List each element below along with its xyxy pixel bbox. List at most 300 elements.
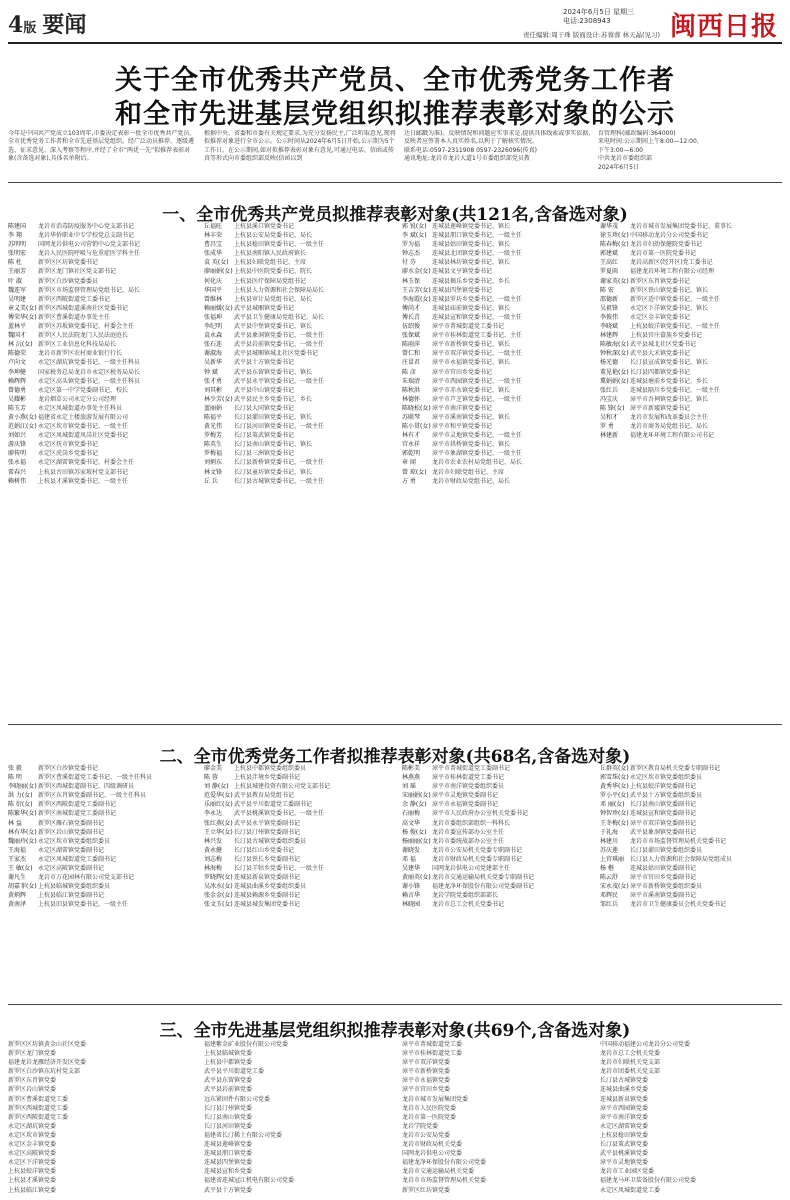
nominee-name: 邓 丽(女) — [600, 801, 625, 809]
organization-entry: 新罗区岩山镇党委 — [8, 1086, 57, 1094]
nominee-entry — [8, 431, 196, 440]
nominee-position: 新罗区教育局机关党委专职副书记 — [630, 765, 721, 772]
nominee-name: 谢华茂 — [600, 223, 619, 230]
nominee-entry — [402, 358, 592, 367]
nominee-name: 杨丽丽(女) — [402, 837, 431, 845]
nominee-name: 廖传明 — [8, 450, 27, 458]
nominee-name: 范爱华(女) — [204, 792, 233, 800]
nominee-entry — [8, 873, 196, 882]
nominee-position: 漳平市双洋镇党委书记、一级主任 — [432, 350, 523, 358]
nominee-entry — [600, 249, 782, 258]
nominee-name: 黄秀华(女) — [600, 783, 629, 791]
nominee-position: 漳平市官田乡党委副书记 — [630, 874, 697, 882]
organization-entry: 漳平市桂林街道党工委 — [402, 1050, 463, 1058]
nominee-name: 洪 力(女) — [8, 792, 33, 800]
organization-entry: 新罗区西城街道党工委 — [8, 1104, 69, 1112]
nominee-entry — [8, 791, 196, 800]
organization-entry: 上杭县临城镇党委 — [204, 1050, 253, 1058]
nominee-position: 永定区坎市镇党委书记、一级主任 — [38, 423, 129, 431]
nominee-entry — [600, 267, 782, 276]
nominee-name: 陈云舒 — [600, 874, 619, 882]
organization-entry: 长汀县策武镇党委 — [600, 1141, 649, 1149]
organization-entry: 连城县四堡镇党委 — [204, 1159, 253, 1167]
nominee-position: 国网龙岩供电公司营销中心党支部书记 — [38, 241, 141, 249]
nominee-position: 永定区高陂镇党委副书记 — [38, 865, 105, 873]
intro-col-2: 根据中央、省委和市委有关规定要求,为充分发扬民主,广泛听取意见,现将拟推荐对象进行全市公示。公示时间从2024年6月5日开始,公示期为5个工作日。在公示期间,如对拟推荐表彰对象有意见,可通过电话、信函或传真等形式向市委组织部反映(信函以到 — [204, 130, 396, 163]
nominee-name: 王 敏(女) — [8, 865, 33, 873]
nominee-position: 龙岩市商务局党组书记、局长 — [630, 423, 709, 431]
nominee-position: 上杭县公安局党委书记、局长 — [234, 232, 313, 240]
nominee-name: 冯宝庆 — [600, 395, 619, 403]
organization-entry: 福建省长汀稀土有限公司党委 — [204, 1131, 283, 1139]
nominee-position: 上杭县医疗保障局党组书记 — [234, 277, 307, 285]
organization-entry: 龙岩市财政局机关党委 — [402, 1141, 463, 1149]
nominee-position: 武平县永平镇党委副书记 — [234, 819, 301, 827]
organization-entry: 新罗区区坊镇黄金山社区党委 — [8, 1041, 87, 1048]
nominee-position: 长汀县古城镇党委书记、一级主任 — [234, 477, 325, 485]
nominee-position: 武平县卫生健康局党组书记、局长 — [234, 313, 325, 321]
nominee-position: 新罗区铁山镇党委书记、镇长 — [630, 286, 709, 294]
nominee-position: 武平县象洞镇党委书记、一级主任 — [234, 332, 325, 340]
nominee-entry — [600, 819, 782, 828]
nominee-position: 新罗区曹溪街道办事处主任 — [38, 313, 111, 321]
nominee-name: 陈春梅(女) — [600, 241, 629, 249]
nominee-name: 郭乾明 — [402, 450, 421, 458]
nominee-position: 新罗区市场监督管理局党组书记、局长 — [38, 286, 141, 294]
nominee-name: 张永福 — [8, 459, 27, 467]
nominee-name: 何化庆 — [204, 277, 223, 285]
nominee-entry — [204, 386, 394, 395]
nominee-position: 龙岩市发展和改革委员会主任 — [630, 413, 709, 421]
nominee-entry — [402, 267, 592, 276]
nominee-entry — [600, 231, 782, 240]
nominee-position: 上杭县古田镇苏家坡村党支部书记 — [38, 468, 129, 476]
section-1-col-4 — [600, 222, 782, 490]
nominee-position: 龙岩市委宣传部办公室主任 — [432, 828, 505, 836]
nominee-name: 谢小锋 — [402, 883, 421, 891]
organization-entry: 连城县曲溪乡党委 — [600, 1086, 649, 1094]
nominee-name: 吴耀彬 — [8, 395, 27, 403]
nominee-position: 永定区虎岗乡党委书记 — [38, 450, 99, 458]
nominee-name: 付 芬 — [402, 259, 416, 267]
nominee-position: 新罗区人民法院龙门人民法庭庭长 — [38, 332, 129, 340]
nominee-entry — [600, 413, 782, 422]
nominee-name: 陈 衍(女) — [8, 801, 33, 809]
nominee-name: 罗晓辉(女) — [204, 874, 233, 882]
nominee-entry — [204, 258, 394, 267]
nominee-entry — [600, 846, 782, 855]
nominee-position: 长汀县四都镇党委书记 — [630, 368, 691, 376]
nominee-position: 龙岩市妇幼保健院党委书记 — [630, 241, 703, 249]
organization-entry: 永定区凤城街道党工委 — [600, 1186, 661, 1194]
nominee-name: 陈雨萍 — [402, 341, 421, 349]
nominee-entry — [402, 773, 592, 782]
section-1-col-2 — [204, 222, 394, 490]
nominee-position: 连城县罗坊乡党委书记、一级主任 — [432, 295, 523, 303]
nominee-name: 章义美(女) — [8, 304, 37, 312]
nominee-name: 曹昌宝 — [204, 241, 223, 249]
nominee-entry — [8, 331, 196, 340]
nominee-position: 长汀县红山乡党委书记 — [234, 846, 295, 854]
nominee-name: 谢家英(女) — [600, 277, 629, 285]
nominee-position: 龙岩市卫生健康委员会机关党委书记 — [630, 901, 727, 909]
nominee-entry — [402, 468, 592, 477]
nominee-position: 漳平市永福镇党委书记、镇长 — [432, 359, 511, 367]
organization-entry: 连城县莲峰镇党委 — [204, 1141, 253, 1149]
nominee-name: 林德怀 — [402, 395, 421, 403]
nominee-position: 连城县新泉镇党委副书记 — [234, 874, 301, 882]
nominee-position: 上杭县稔田镇党委书记、一级主任 — [234, 241, 325, 249]
nominee-name: 徐玉珍(女) — [600, 232, 629, 240]
nominee-entry — [402, 458, 592, 467]
nominee-position: 龙岩高新区(经开区)党工委书记 — [630, 259, 713, 267]
nominee-entry — [204, 458, 394, 467]
organization-entry: 福建紫金矿业股份有限公司党委 — [204, 1041, 289, 1048]
nominee-position: 龙岩市消毒防疫服务中心党支部书记 — [38, 223, 135, 230]
nominee-position: 永定区高头镇党委书记、一级主任科员 — [38, 377, 141, 385]
nominee-name: 赖辉辉 — [8, 377, 27, 385]
nominee-entry — [204, 764, 394, 773]
nominee-position: 漳平市桂林街道党工委书记 — [432, 774, 505, 782]
nominee-position: 上杭县中都镇党委组织委员 — [234, 765, 307, 772]
nominee-position: 连城县朋口镇党委书记、一级主任 — [432, 232, 523, 240]
organization-entry: 福建省连城冠江机电有限公司党委 — [204, 1177, 295, 1185]
nominee-entry — [402, 764, 592, 773]
masthead — [8, 6, 782, 44]
nominee-position: 永定区抚市镇党委书记 — [38, 441, 99, 449]
nominee-name: 杨 俊(女) — [402, 828, 427, 836]
nominee-entry — [600, 855, 782, 864]
nominee-position: 永定区凤城街道党工委副书记 — [38, 855, 117, 863]
nominee-entry — [402, 900, 592, 909]
nominee-entry — [204, 477, 394, 486]
organization-entry: 漳平市新桥镇党委 — [402, 1068, 451, 1076]
nominee-entry — [600, 313, 782, 322]
organization-entry: 上杭县才溪镇党委 — [8, 1177, 57, 1185]
nominee-name: 蓝林平 — [8, 323, 27, 331]
nominee-entry — [402, 231, 592, 240]
nominee-entry — [402, 249, 592, 258]
nominee-entry — [600, 258, 782, 267]
nominee-name: 杨 楷 — [600, 865, 614, 873]
nominee-entry — [402, 395, 592, 404]
nominee-name: 王吉芳(女) — [402, 286, 431, 294]
nominee-position: 新罗区龙门镇社区党支部书记 — [38, 268, 117, 276]
nominee-name: 李纪明 — [204, 323, 223, 331]
nominee-position: 上杭县妇联党组书记、主席 — [234, 259, 307, 267]
organization-entry: 福建龙净环保股份有限公司党委 — [402, 1159, 487, 1167]
nominee-name: 陈晓松(女) — [402, 404, 431, 412]
nominee-name: 陈敏海(女) — [600, 341, 629, 349]
nominee-position: 漳平市象湖镇党委书记、一级主任 — [432, 450, 523, 458]
nominee-position: 漳平市溪南镇党委书记、镇长 — [432, 413, 511, 421]
nominee-name: 林玉保 — [402, 277, 421, 285]
nominee-entry — [402, 855, 592, 864]
nominee-entry — [402, 782, 592, 791]
nominee-name: 陈英生 — [204, 441, 223, 449]
nominee-name: 张文玉(女) — [204, 901, 233, 909]
nominee-name: 傅长青 — [402, 313, 421, 321]
nominee-position: 新罗区西陂街道党工委书记 — [38, 295, 111, 303]
nominee-name: 石丽梅 — [402, 810, 421, 818]
nominee-name: 吴祖锋 — [600, 304, 619, 312]
nominee-name: 林文锋 — [204, 468, 223, 476]
nominee-entry — [8, 413, 196, 422]
nominee-position: 新罗区南城街道党工委副书记 — [38, 810, 117, 818]
nominee-entry — [204, 395, 394, 404]
nominee-name: 钟智珍(女) — [600, 810, 629, 818]
nominee-position: 武平县城厢镇党委书记 — [234, 304, 295, 312]
nominee-position: 连城县庙前镇党委书记、镇长 — [432, 304, 511, 312]
nominee-position: 新罗区苏坂镇党委书记、村委会主任 — [38, 323, 135, 331]
nominee-name: 于礼海 — [600, 828, 619, 836]
nominee-position: 武平县城北社区党委书记 — [630, 341, 697, 349]
nominee-name: 林晓园 — [402, 901, 421, 909]
nominee-position: 长汀县人力资源和社会保障局党组成员 — [630, 855, 733, 863]
nominee-name: 陈德荣 — [8, 350, 27, 358]
page-suffix: 版 — [23, 21, 37, 36]
nominee-entry — [402, 413, 592, 422]
nominee-position: 永定区湖雷镇党委副书记 — [38, 846, 105, 854]
nominee-entry — [600, 800, 782, 809]
nominee-name: 丘群英(女) — [600, 765, 629, 772]
nominee-name: 黄小燕(女) — [8, 413, 37, 421]
nominee-position: 漳平市新桥镇党委组织委员 — [630, 883, 703, 891]
nominee-name: 陈 宏 — [600, 286, 614, 294]
nominee-name: 刘 静(女) — [204, 783, 229, 791]
nominee-entry — [402, 864, 592, 873]
nominee-name: 王高红 — [600, 259, 619, 267]
organization-entry: 长汀县南山镇党委 — [204, 1113, 253, 1121]
nominee-entry — [402, 322, 592, 331]
nominee-entry — [204, 440, 394, 449]
nominee-entry — [600, 809, 782, 818]
nominee-position: 上杭县审计局党组书记、局长 — [234, 295, 313, 303]
nominee-position: 福建龙岩环境工程有限公司经理 — [630, 268, 715, 276]
nominee-entry — [8, 819, 196, 828]
organization-entry: 长汀县河田镇党委 — [204, 1122, 253, 1130]
nominee-name: 叶 淑 — [8, 277, 22, 285]
section-3-col-3 — [402, 1040, 592, 1196]
nominee-entry — [600, 404, 782, 413]
nominee-name: 陈繁华(女) — [8, 810, 37, 818]
nominee-name: 袁永森 — [204, 332, 223, 340]
nominee-position: 漳平市双洋镇党委副书记 — [630, 819, 697, 827]
intro-col-1: 今年是中国共产党成立103周年,市委决定表彰一批全市优秀共产党员、全市优秀党务工作者和全市先进基层党组织。经广泛动员推荐、逐级遴选、征求意见、深入考察等程序,并经了全市“两优一先”拟推荐表彰对象(含备选对象),具体名单附后。 — [8, 130, 196, 163]
nominee-name: 罗梅芳 — [204, 432, 223, 440]
section-2-col-1 — [8, 764, 196, 914]
nominee-position: 长汀县童坊镇党委书记、镇长 — [234, 468, 313, 476]
nominee-entry — [600, 358, 782, 367]
organization-entry: 龙岩市总工会机关党委 — [600, 1050, 661, 1058]
nominee-position: 连城县四堡镇党委书记 — [432, 286, 493, 294]
nominee-entry — [204, 900, 394, 909]
nominee-entry — [402, 377, 592, 386]
nominee-name: 李海霞(女) — [402, 295, 431, 303]
nominee-name: 罗为福 — [402, 241, 421, 249]
nominee-entry — [204, 222, 394, 231]
nominee-name: 陈建国 — [8, 223, 27, 230]
nominee-name: 林有华(女) — [8, 828, 37, 836]
nominee-name: 苏明明 — [8, 241, 27, 249]
nominee-entry — [600, 764, 782, 773]
nominee-entry — [204, 286, 394, 295]
organization-entry: 永定区坎市镇党委 — [8, 1131, 57, 1139]
nominee-position: 国家税务总局龙岩市永定区税务局局长 — [38, 368, 141, 376]
nominee-name: 丘 兵 — [204, 477, 218, 485]
nominee-entry — [8, 864, 196, 873]
nominee-position: 上杭县城建投资有限公司党支部书记 — [234, 783, 331, 791]
nominee-entry — [402, 882, 592, 891]
nominee-name: 丘福旺 — [204, 223, 223, 230]
nominee-entry — [402, 240, 592, 249]
nominee-position: 永定区第一中学党委副书记、校长 — [38, 386, 129, 394]
nominee-position: 武平县十方镇党委组织委员 — [630, 792, 703, 800]
organization-entry: 龙岩市交通运输局机关党委 — [402, 1168, 475, 1176]
nominee-name: 范娟江(女) — [8, 423, 37, 431]
section-3-col-4 — [600, 1040, 782, 1196]
nominee-position: 龙岩人民医院呼吸与危重症医学科主任 — [38, 250, 141, 258]
divider — [8, 182, 782, 183]
nominee-entry — [8, 882, 196, 891]
organization-entry: 武平县平川街道党工委 — [204, 1068, 265, 1076]
nominee-entry — [204, 295, 394, 304]
nominee-position: 长汀县新桥镇党委书记、一级主任 — [234, 459, 325, 467]
nominee-name: 乐丽红(女) — [204, 801, 233, 809]
nominee-position: 长汀县古城镇党委组织委员 — [234, 837, 307, 845]
nominee-name: 林建辉 — [600, 332, 619, 340]
nominee-entry — [600, 422, 782, 431]
nominee-name: 卢向文 — [8, 359, 27, 367]
nominee-entry — [204, 800, 394, 809]
organization-entry: 漳平市菁城街道党工委 — [402, 1041, 463, 1048]
nominee-name: 刘如兴 — [8, 432, 27, 440]
nominee-position: 漳平市灵地镇党委副书记 — [432, 792, 499, 800]
nominee-entry — [600, 222, 782, 231]
nominee-entry — [600, 240, 782, 249]
nominee-entry — [600, 331, 782, 340]
nominee-name: 王海福 — [8, 846, 27, 854]
organization-entry: 龙岩市团委机关党支部 — [600, 1068, 661, 1076]
nominee-entry — [204, 304, 394, 313]
nominee-position: 武平县平川街道党工委副书记 — [234, 801, 313, 809]
organization-entry: 上杭县蛟洋镇党委 — [8, 1168, 57, 1176]
nominee-name: 罗梅福 — [204, 450, 223, 458]
nominee-position: 武平县十方镇党委书记 — [234, 359, 295, 367]
nominee-name: 张保斌 — [402, 332, 421, 340]
nominee-entry — [8, 277, 196, 286]
nominee-position: 新罗区区坊镇党委书记 — [38, 259, 99, 267]
organization-entry: 龙岩市第一医院党委 — [402, 1113, 457, 1121]
nominee-entry — [8, 240, 196, 249]
nominee-entry — [600, 791, 782, 800]
nominee-position: 连城县宣和镇党委副书记 — [630, 810, 697, 818]
organization-entry: 长汀县汀州镇党委 — [204, 1104, 253, 1112]
nominee-name: 雷春兴 — [8, 468, 27, 476]
organization-entry: 武平县十方镇党委 — [204, 1186, 253, 1194]
nominee-position: 武平县岩前镇党委书记、一级主任 — [234, 341, 325, 349]
nominee-name: 曾维林 — [204, 295, 223, 303]
nominee-position: 上杭县泮境乡党委副书记 — [234, 774, 301, 782]
nominee-entry — [402, 431, 592, 440]
nominee-position: 连城县莲峰镇党委书记、镇长 — [432, 223, 511, 230]
nominee-position: 漳平市拱桥镇党委书记、镇长 — [432, 441, 511, 449]
nominee-name: 黄光伟 — [204, 423, 223, 431]
intro-col-4: 育管理科(邮政编码:364000) 来电时间:公示期间上午8:00—12:00、 下午3:00—6:00 中共龙岩市委组织部 2024年6月5日 — [598, 130, 703, 171]
nominee-position: 漳平市西园镇党委书记、一级主任 — [432, 377, 523, 385]
nominee-position: 连城县姑田镇党委副书记 — [630, 865, 697, 873]
nominee-position: 武平县大禾镇党委书记 — [630, 350, 691, 358]
nominee-name: 林丰荣 — [204, 232, 223, 240]
nominee-entry — [8, 386, 196, 395]
nominee-name: 李俊伟 — [600, 313, 619, 321]
nominee-entry — [402, 809, 592, 818]
nominee-position: 武平县中堡镇党委书记、镇长 — [234, 323, 313, 331]
nominee-position: 漳平市吾祠镇党委书记、镇长 — [630, 395, 709, 403]
nominee-position: 长汀县策武镇党委书记 — [234, 432, 295, 440]
nominee-name: 章 闻 — [402, 459, 416, 467]
nominee-name: 吴明建 — [8, 295, 27, 303]
nominee-position: 新罗区白沙镇党委委员 — [38, 277, 99, 285]
headline-line-1: 关于全市优秀共产党员、全市优秀党务工作者 — [115, 65, 675, 96]
nominee-position: 漳平市溪南镇党委副书记 — [630, 892, 697, 900]
nominee-entry — [8, 468, 196, 477]
nominee-position: 武平县象洞镇党委副书记 — [630, 828, 697, 836]
nominee-name: 方 勇 — [402, 477, 416, 485]
nominee-name: 吴新华 — [204, 359, 223, 367]
nominee-name: 庄冒君 — [402, 359, 421, 367]
nominee-entry — [402, 440, 592, 449]
organization-entry: 漳平市南洋镇党委 — [600, 1113, 649, 1121]
organization-entry: 连城县宣和乡党委 — [204, 1168, 253, 1176]
nominee-name: 高文华 — [402, 819, 421, 827]
nominee-entry — [204, 855, 394, 864]
nominee-name: 吴和才 — [600, 413, 619, 421]
nominee-entry — [204, 864, 394, 873]
section-1-heading: 一、全市优秀共产党员拟推荐表彰对象(共121名,含备选对象) — [162, 205, 628, 225]
nominee-entry — [204, 449, 394, 458]
organization-entry: 新罗区东肖镇党委 — [8, 1077, 57, 1085]
nominee-entry — [402, 258, 592, 267]
organization-entry: 连城县朋口镇党委 — [204, 1150, 253, 1158]
nominee-position: 武平县城厢镇城北社区党委书记 — [234, 350, 319, 358]
nominee-position: 新罗区西城街道溪南社区党委书记 — [38, 304, 129, 312]
nominee-name: 吴建华 — [402, 865, 421, 873]
nominee-position: 龙岩市新罗区农村商业银行行长 — [38, 350, 123, 358]
nominee-entry — [402, 277, 592, 286]
nominee-name: 袁 英(女) — [204, 259, 229, 267]
nominee-name: 陈小贯(女) — [402, 423, 431, 431]
nominee-entry — [8, 295, 196, 304]
nominee-entry — [600, 431, 782, 440]
nominee-position: 长汀县濯田镇党委书记、镇长 — [234, 413, 313, 421]
nominee-position: 永定区下洋镇党委书记、镇长 — [630, 304, 709, 312]
divider — [8, 1004, 782, 1005]
nominee-position: 武平县桃溪镇党委书记、一级主任 — [234, 810, 325, 818]
nominee-entry — [8, 809, 196, 818]
nominee-position: 新罗区西陂街道党工委副书记 — [38, 801, 117, 809]
organization-entry: 新罗区红坊镇党委 — [402, 1186, 451, 1194]
nominee-entry — [402, 891, 592, 900]
nominee-position: 永定区湖雷镇党委书记、村委会主任 — [38, 459, 135, 467]
nominee-name: 林 益 — [8, 819, 22, 827]
nominee-name: 陈 彦 — [402, 368, 416, 376]
nominee-position: 龙岩市城市发展集团党委书记、董事长 — [630, 223, 733, 230]
nominee-name: 张明宏 — [8, 250, 27, 258]
nominee-entry — [8, 891, 196, 900]
nominee-name: 杨光德 — [600, 359, 619, 367]
nominee-entry — [8, 313, 196, 322]
